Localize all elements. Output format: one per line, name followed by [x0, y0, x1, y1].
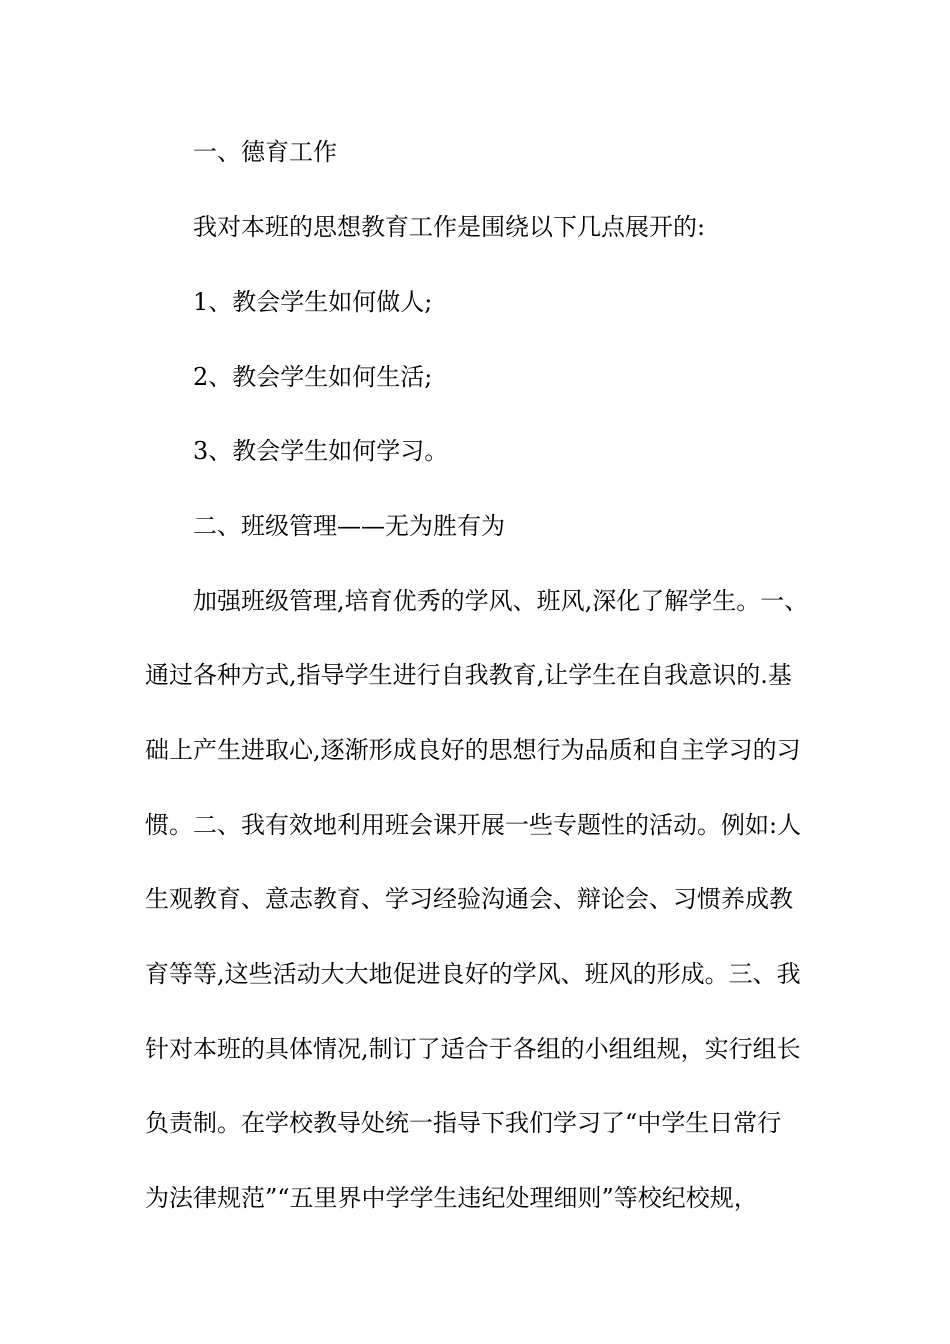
section-heading-class-management: 二、班级管理——无为胜有为: [193, 512, 505, 540]
paragraph-line: 育等等,这些活动大大地促进良好的学风、班风的形成。三、我: [145, 960, 801, 988]
point-item: 3、教会学生如何学习。: [193, 437, 449, 465]
section-heading-moral-education: 一、德育工作: [193, 138, 337, 166]
paragraph-line: 惯。二、我有效地利用班会课开展一些专题性的活动。例如:人: [145, 811, 802, 839]
paragraph-line: 生观教育、意志教育、学习经验沟通会、辩论会、习惯养成教: [145, 885, 793, 913]
point-item: 2、教会学生如何生活;: [193, 363, 433, 391]
point-item: 1、教会学生如何做人;: [193, 288, 433, 316]
paragraph-line: 负责制。在学校教导处统一指导下我们学习了“中学生日常行: [145, 1109, 782, 1137]
paragraph-line: 础上产生进取心,逐渐形成良好的思想行为品质和自主学习的习: [145, 736, 801, 764]
paragraph-line: 通过各种方式,指导学生进行自我教育,让学生在自我意识的.基: [145, 661, 792, 689]
paragraph-line: 针对本班的具体情况,制订了适合于各组的小组组规，实行组长: [145, 1035, 801, 1063]
intro-line: 我对本班的思想教育工作是围绕以下几点展开的:: [193, 213, 706, 241]
paragraph-line: 加强班级管理,培育优秀的学风、班风,深化了解学生。一、: [193, 587, 809, 615]
paragraph-line: 为法律规范”“五里界中学学生违纪处理细则”等校纪校规，: [145, 1184, 758, 1212]
